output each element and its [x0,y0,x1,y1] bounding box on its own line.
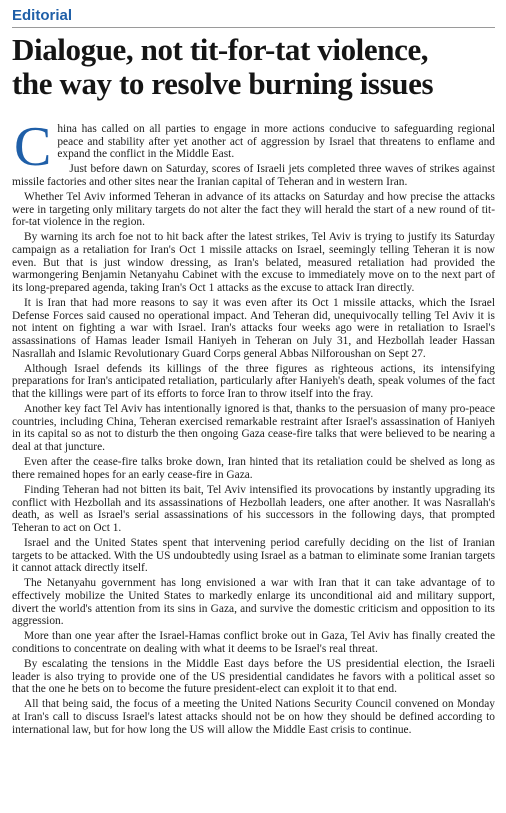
section-divider [12,27,495,28]
article-paragraph-13: By escalating the tensions in the Middle East days before the US presidential election, the Israeli leader is also trying to provide one of the US presidential candidates he favors with a political asset so that the one he bets on to become the future president-elect can exploit it to that end. [12,657,495,696]
headline [12,33,496,101]
article-body [12,116,495,739]
article-paragraph-11: The Netanyahu government has long envisioned a war with Iran that it can take advantage of to effectively mobilize the United States to markedly enlarge its unconditional aid and military support, divert the world's attention from its sins in Gaza, and survive the domestic criticism and opposition to its aggression. [12,577,495,628]
article-paragraph-6: Although Israel defends its killings of the three figures as righteous actions, its intensifying preparations for Iran's anticipated retaliation, particularly after Haniyeh's death, speak volumes of the fact that the killings were part of its efforts to force Iran to throw itself into the fray. [12,362,495,401]
headline-line-2: the way to resolve burning issues [12,66,434,101]
article-paragraph-5: It is Iran that had more reasons to say it was even after its Oct 1 missile attacks, which the Israel Defense Forces said caused no operational impact. And Teheran did, unequivocally telling Tel Aviv it is not intent on fighting a war with Israel. Iran's attacks four weeks ago were in retaliation to Israel's assassinations of Hamas leader Ismail Haniyeh in Teheran on July 31, and Hezbollah leader Hassan Nasrallah and Islamic Revolutionary Guard Corps general Abbas Nilforoushan on Sept 27. [12,297,495,360]
article-paragraph-1-text: hina has called on all parties to engage in more actions conducive to safeguarding regional peace and stability after yet another act of aggression by Israel that threatens to enflame and expand the conflict in the Middle East. [57,123,495,161]
article-paragraph-14: All that being said, the focus of a meeting the United Nations Security Council convened on Monday at Iran's call to discuss Israel's latest attacks should not be on how they should be defined according to international law, but for how long the US will allow the Middle East crisis to continue. [12,698,495,736]
article-paragraph-4: By warning its arch foe not to hit back after the latest strikes, Tel Aviv is trying to justify its Saturday campaign as a retaliation for Iran's Oct 1 missile attacks on Israel, seemingly telling Teheran it is now even. But that is just window dressing, as Iran's belated, measured retaliation had provided the warmongering Benjamin Netanyahu Cabinet with the excuse to immediately move on to the next part of its long-prepared agenda, taking Iran's Oct 1 attacks as the excuse to attack Iran directly. [12,231,495,295]
section-label: Editorial [12,7,73,24]
article-paragraph-8: Even after the cease-fire talks broke down, Iran hinted that its retaliation could be shelved as long as there remained hopes for an early cease-fire in Gaza. [12,456,495,481]
drop-cap: C [14,116,52,178]
article-paragraph-10: Israel and the United States spent that intervening period carefully deciding on the list of Iranian targets to be attacked. With the US undoubtedly using Israel as a batman to eliminate some Iranian targets it cannot attack directly itself. [12,536,495,575]
headline-line-1: Dialogue, not tit-for-tat violence, [12,32,429,67]
article-paragraph-9: Finding Teheran had not bitten its bait, Tel Aviv intensified its provocations by instantly upgrading its conflict with Hezbollah and its assassinations of Hezbollah leaders, one after another. It was Nasrallah's death, as well as Israel's serial assassinations of his successors in the following days, that prompted Teheran to act on Oct 1. [12,483,495,534]
article-paragraph-3: Whether Tel Aviv informed Teheran in advance of its attacks on Saturday and how precise the attacks were in targeting only military targets do not alter the fact they will herald the start of a new round of tit-for-tat violence in the region. [12,191,495,229]
article-paragraph-2: Just before dawn on Saturday, scores of Israeli jets completed three waves of strikes against missile factories and other sites near the Iranian capital of Teheran and in western Iran. [12,163,495,189]
article-paragraph-7: Another key fact Tel Aviv has intentionally ignored is that, thanks to the persuasion of many pro-peace countries, including China, Teheran exercised remarkable restraint after Israel's assassination of Haniyeh in its capital so as not to disturb the then ongoing Gaza cease-fire talks that were believed to be nearing a deal at that juncture. [12,403,495,454]
article-paragraph-12: More than one year after the Israel-Hamas conflict broke out in Gaza, Tel Aviv has finally created the conditions to concentrate on dealing with what it deems to be Israel's real threat. [12,630,495,655]
